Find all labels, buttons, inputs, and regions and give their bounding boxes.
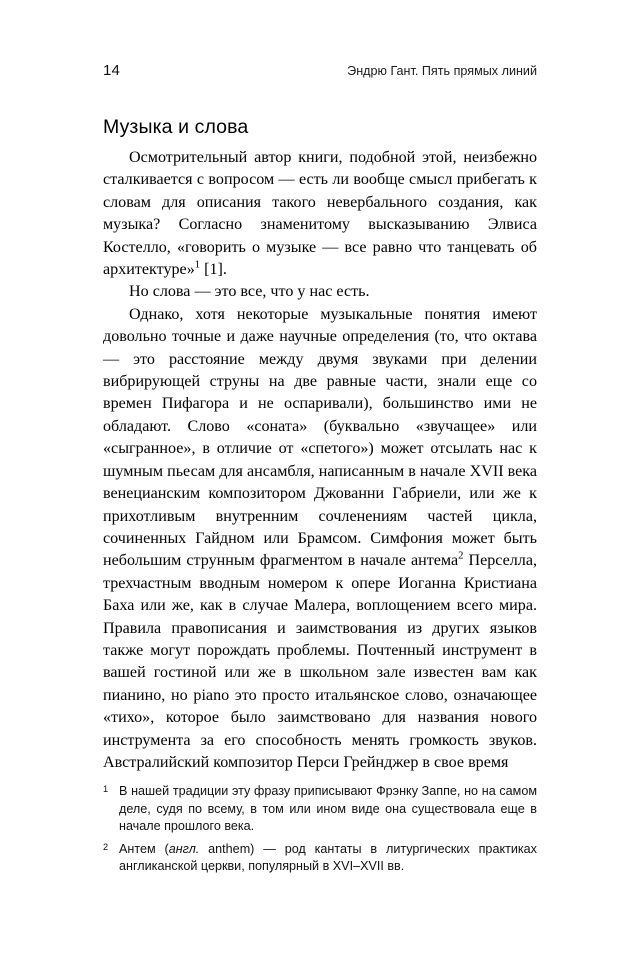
footnote-ref-1[interactable]: 1 [194,259,201,271]
body-text [103,147,537,774]
running-head [103,62,537,82]
footnote-1-text-a: В нашей традиции эту фразу приписывают Фрэнку Заппе, но на самом деле, судя по всему, в том или ином виде она существовала еще в начале прошлого века. [119,784,537,834]
footnote-area [103,783,537,876]
section-heading: Музыка и слова [103,116,249,139]
footnote-1 [103,783,537,836]
paragraph-3-text-a: Однако, хотя некоторые музыкальные понятия имеют довольно точные и даже научные определения (то, что октава — это расстояние между двумя звуками при делении вибрирующей струны на две равные части, знали еще со времен Пифагора и не оспаривали), большинство ими не обладают. Слово «соната» (буквально «звучащее» или «сыгранное», в отличие от «спетого») может отсылать нас к шумным пьесам для ансамбля, написанным в начале XVII века венецианским композитором Джованни Габриели, или же к прихотливым внутренним сочленениям частей цикла, сочиненных Гайдном или Брамсом. Симфония может быть небольшим струнным фрагментом в начале антема [103,305,537,570]
footnote-ref-2[interactable]: 2 [458,550,464,562]
footnote-1-marker: 1 [103,784,109,794]
paragraph-3-text-c: это просто итальянское слово, означающее «тихо», которое было заимствовано для названия нового инструмента за его способность менять громкость звуков. Австралийский композитор Перси Грейнджер в свое время [103,686,537,771]
paragraph-3-text-b: Перселла, трехчастным вводным номером к опере Иоганна Кристиана Баха или же, как в случае Малера, воплощением всего мира. Правила правописания и заимствования из других языков также могут порождать проблемы. Почтенный инструмент в вашей гостиной или же в школьном зале известен вам как пианино, но [103,552,537,704]
paragraph-1 [103,147,537,281]
footnote-2-marker: 2 [103,841,109,852]
paragraph-2: Но слова — это все, что у нас есть. [129,283,370,301]
paragraph-1-text: Осмотрительный автор книги, подобной этой, неизбежно сталкивается с вопросом — есть ли вообще смысл прибегать к словам для описания такого невербального создания, как музыка? Согласно знаменитому высказыванию Элвиса Костелло, «говорить о музыке — все равно что танцевать об архитектуре» [103,149,537,279]
footnote-2 [103,841,537,876]
running-title: Эндрю Гант. Пять прямых линий [347,64,537,78]
footnote-2-text-a: Антем ( [119,841,169,856]
page-number: 14 [103,62,121,79]
footnote-2-italic: англ. [168,841,200,856]
foreign-term-piano: piano [193,686,230,704]
footnote-2-text-b: anthem) — род кантаты в литургических практиках англиканской церкви, популярный в XVI–XVII вв. [119,841,537,874]
paragraph-3 [103,304,537,775]
paragraph-1-citation: [1]. [200,261,227,279]
